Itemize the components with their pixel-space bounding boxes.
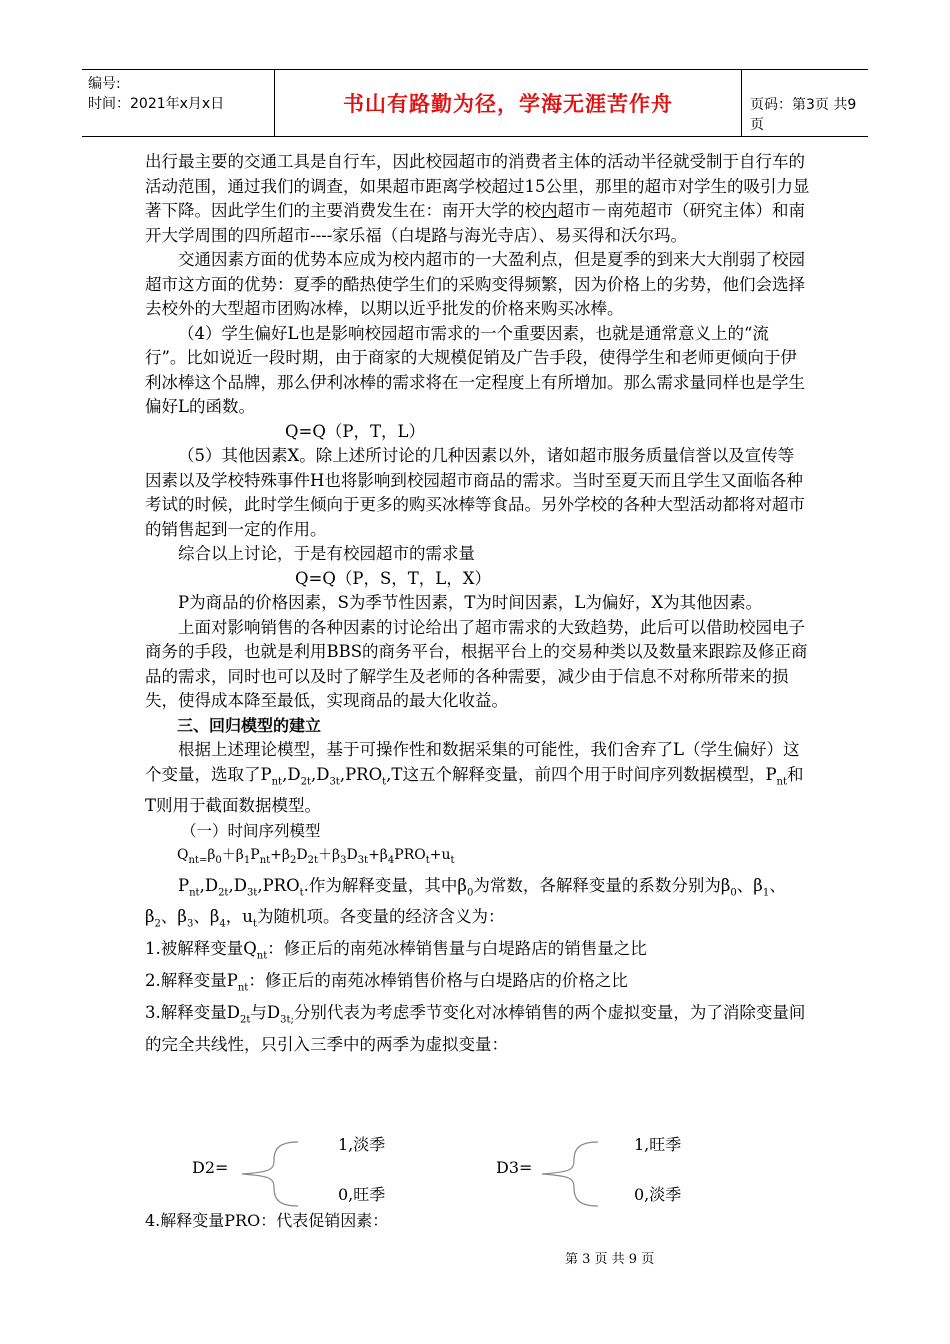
- header-motto: 书山有路勤为径，学海无涯苦作舟: [274, 70, 742, 136]
- paragraph: 根据上述理论模型，基于可操作性和数据采集的可能性，我们舍弃了L（学生偏好）这个变量，选取了$P_{nt},D_{2t},D_{3t},PRO_t,T$这五个解释变量，前四个用于时间序列数据模型，$P_{nt}$和T则用于截面数据模型。: [145, 740, 804, 816]
- paragraph: 出行最主要的交通工具是自行车，因此校园超市的消费者主体的活动半径就受制于自行车的活动范围，通过我们的调查，如果超市距离学校超过15公里，那里的超市对学生的吸引力显著下降。因此学生们的主要消费发生在：南开大学的校内超市－南苑超市（研究主体）和南开大学周围的四所超市----家乐福（白堤路与海光寺店）、易买得和沃尔玛。: [145, 152, 810, 245]
- paragraph: （4）学生偏好L也是影响校园超市需求的一个重要因素，也就是通常意义上的“流行”。比如说近一段时期，由于商家的大规模促销及广告手段，使得学生和老师更倾向于伊利冰棒这个品牌，那么伊利冰棒的需求将在一定程度上有所增加。那么需求量同样也是学生偏好L的函数。: [145, 323, 805, 416]
- paragraph: $P_{nt},D_{2t},D_{3t},PRO_t$.作为解释变量，其中$\beta_0$为常数，各解释变量的系数分别为$\beta_0$、$\beta_1$、$\beta_2$、$\beta_3$、$\beta_4$，$u_t$为随机项。各变量的经济含义为：: [145, 875, 786, 930]
- paragraph: 综合以上讨论，于是有校园超市的需求量: [178, 544, 475, 563]
- section-heading: 三、回归模型的建立: [177, 715, 322, 735]
- header-meta: [88, 74, 272, 114]
- document-number-label: 编号:: [88, 76, 121, 92]
- header-page-number: 页码：第3页 共9页: [750, 97, 857, 133]
- list-item: 4.解释变量PRO：代表促销因素：: [145, 1211, 389, 1230]
- d3-case-bottom: 0,淡季: [634, 1185, 682, 1204]
- d2-case-bottom: 0,旺季: [338, 1185, 386, 1204]
- d3-case-top: 1,旺季: [634, 1135, 682, 1154]
- list-item: 3.解释变量$D_{2t}$与$D_{3t;}$分别代表为考虑季节变化对冰棒销售的两个虚拟变量，为了消除变量间的完全共线性，只引入三季中的两季为虚拟变量：: [145, 1002, 806, 1054]
- page-footer: 第 3 页 共 9 页: [565, 1252, 655, 1267]
- list-item: 2.解释变量$P_{nt}$：修正后的南苑冰棒销售价格与白堤路店的价格之比: [145, 970, 628, 994]
- d2-label: D2=: [192, 1158, 229, 1177]
- document-body: [145, 150, 810, 1057]
- page-header: [82, 69, 868, 137]
- paragraph: 交通因素方面的优势本应成为校内超市的一大盈利点，但是夏季的到来大大削弱了校园超市这方面的优势：夏季的酷热使学生们的采购变得频繁，因为价格上的劣势，他们会选择去校外的大型超市团购冰棒，以期以近乎批发的价格来购买冰棒。: [145, 250, 805, 318]
- subsection-heading: （一）时间序列模型: [181, 821, 321, 840]
- paragraph: 上面对影响销售的各种因素的讨论给出了超市需求的大致趋势，此后可以借助校园电子商务的手段，也就是利用BBS的商务平台，根据平台上的交易种类以及数量来跟踪及修正商品的需求，同时也可以及时了解学生及老师的各种需要，减少由于信息不对称所带来的损失，使得成本降至最低，实现商品的最大化收益。: [145, 617, 808, 710]
- paragraph: （5）其他因素X。除上述所讨论的几种因素以外，诸如超市服务质量信誉以及宣传等因素以及学校特殊事件H也将影响到校园超市商品的需求。当时至夏天而且学生又面临各种考试的时候，此时学生倾向于更多的购买冰棒等食品。另外学校的各种大型活动都将对超市的销售起到一定的作用。: [145, 446, 805, 539]
- left-brace-icon: [240, 1138, 300, 1210]
- list-item: 1.被解释变量$Q_{nt}$：修正后的南苑冰棒销售量与白堤路店的销售量之比: [145, 939, 647, 962]
- paragraph: P为商品的价格因素，S为季节性因素，T为时间因素，L为偏好，X为其他因素。: [178, 593, 763, 612]
- document-date: 时间：2021年x月x日: [88, 96, 225, 112]
- formula: Q=Q（P，T，L）: [285, 421, 425, 441]
- d3-label: D3=: [496, 1158, 533, 1177]
- formula: Q=Q（P，S，T，L，X）: [295, 568, 491, 588]
- regression-equation: $Q_{nt=}\beta_0+\beta_1P_{nt}+\beta_2D_{2t}+\beta_3D_{3t}+\beta_4PRO_t+u_t$: [177, 847, 455, 867]
- d2-case-top: 1,淡季: [338, 1135, 386, 1154]
- left-brace-icon: [540, 1138, 600, 1210]
